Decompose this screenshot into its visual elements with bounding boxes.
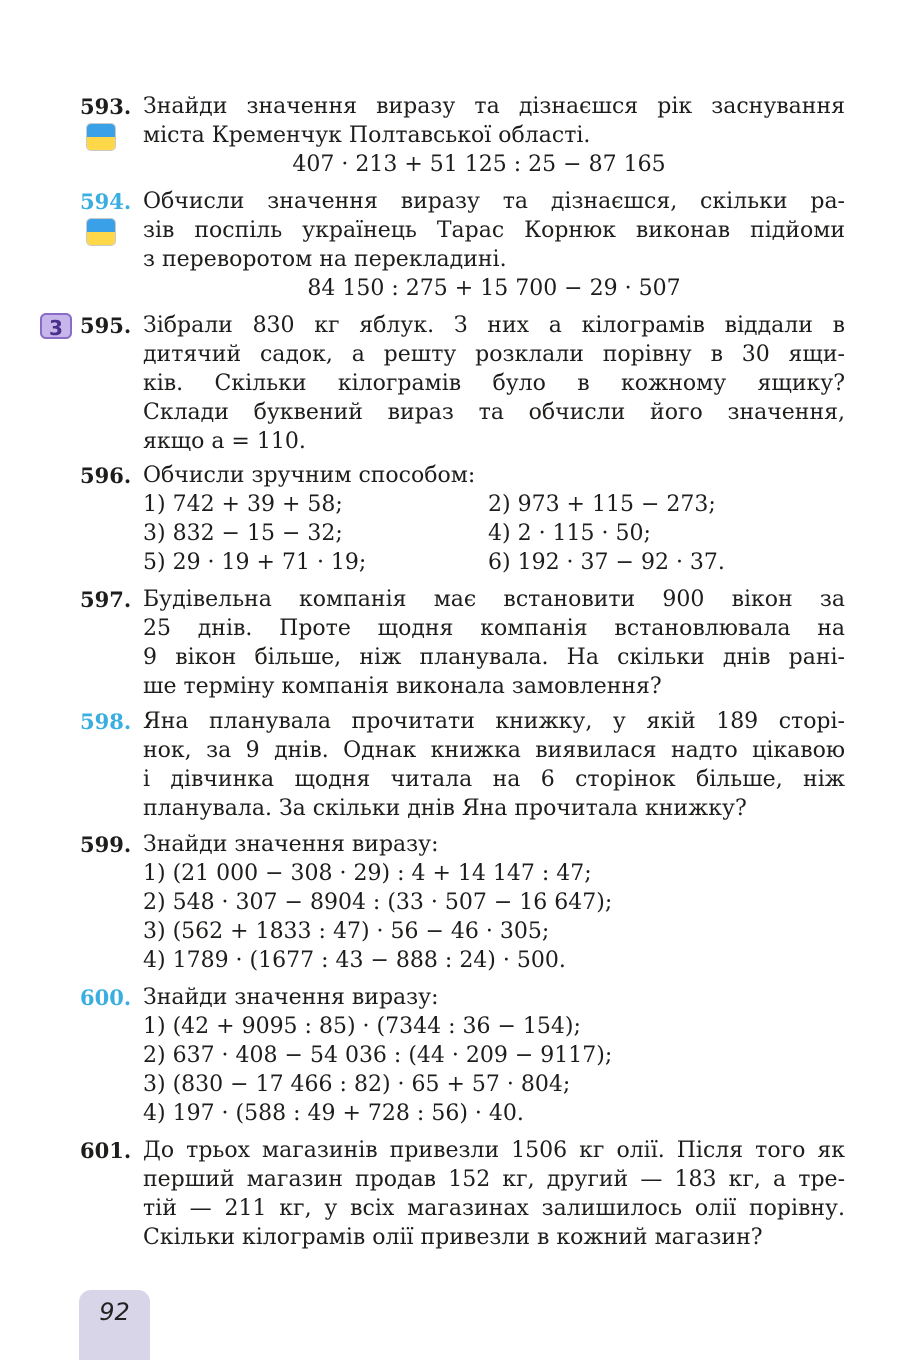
problem-text-line: ше терміну компанія виконала замовлення? [143, 674, 662, 699]
page-number-tab [79, 1290, 150, 1360]
problem-intro: Обчисли зручним способом: [143, 463, 476, 488]
exercise-item: 4) 1789 · (1677 : 43 − 888 : 24) · 500. [143, 948, 566, 973]
expression: 407 · 213 + 51 125 : 25 − 87 165 [292, 152, 666, 177]
problem-600 [80, 983, 845, 1128]
problem-number: 599. [80, 832, 132, 857]
problem-intro: Знайди значення виразу: [143, 985, 439, 1010]
problem-text-line: ків. Скільки кілограмів було в кожному ящику? [143, 371, 845, 396]
problem-text-line: дитячий садок, а решту розклали порівну в 30 ящи- [143, 342, 845, 367]
exercise-item: 3) (830 − 17 466 : 82) · 65 + 57 · 804; [143, 1072, 571, 1097]
problem-598 [80, 707, 845, 823]
expression: 84 150 : 275 + 15 700 − 29 · 507 [307, 276, 681, 301]
problem-number: 594. [80, 189, 132, 214]
problem-601 [80, 1136, 845, 1252]
problem-596 [80, 461, 845, 577]
problem-text-line: з переворотом на перекладині. [143, 247, 507, 272]
exercise-item: 3) (562 + 1833 : 47) · 56 − 46 · 305; [143, 919, 550, 944]
problem-595 [80, 311, 845, 456]
problem-intro: Знайди значення виразу: [143, 832, 439, 857]
exercise-item: 2) 973 + 115 − 273; [488, 492, 716, 517]
ukraine-flag-icon [86, 218, 116, 246]
problem-number: 597. [80, 587, 132, 612]
exercise-list [143, 490, 845, 577]
exercise-item: 6) 192 · 37 − 92 · 37. [488, 550, 725, 575]
exercise-item: 4) 2 · 115 · 50; [488, 521, 651, 546]
problem-text-line: планувала. За скільки днів Яна прочитала книжку? [143, 796, 747, 821]
level-3-icon: 3 [40, 313, 72, 339]
problem-number: 601. [80, 1138, 132, 1163]
exercise-list [143, 859, 845, 975]
problem-text-line: Обчисли значення виразу та дізнаєшся, скільки ра- [143, 189, 845, 214]
exercise-item: 2) 548 · 307 − 8904 : (33 · 507 − 16 647); [143, 890, 613, 915]
ukraine-flag-icon [86, 123, 116, 151]
problem-text-line: перший магазин продав 152 кг, другий — 183 кг, а тре- [143, 1167, 845, 1192]
exercise-item: 1) 742 + 39 + 58; [143, 492, 343, 517]
problem-text-line: Зібрали 830 кг яблук. З них a кілограмів віддали в [143, 313, 845, 338]
problem-text-line: 9 вікон більше, ніж планувала. На скільки днів рані- [143, 645, 845, 670]
problem-text-line: якщо a = 110. [143, 429, 306, 454]
problem-number: 600. [80, 985, 132, 1010]
problem-text-line: тій — 211 кг, у всіх магазинах залишилось олії порівну. [143, 1196, 845, 1221]
problem-text-line: і дівчинка щодня читала на 6 сторінок більше, ніж [143, 767, 845, 792]
problem-number: 593. [80, 94, 132, 119]
problem-number: 598. [80, 709, 132, 734]
problem-599 [80, 830, 845, 975]
problem-597 [80, 585, 845, 701]
exercise-item: 5) 29 · 19 + 71 · 19; [143, 550, 367, 575]
problem-594 [80, 187, 845, 303]
problem-number: 596. [80, 463, 132, 488]
problem-text-line: Будівельна компанія має встановити 900 вікон за [143, 587, 845, 612]
problem-text-line: Склади буквений вираз та обчисли його значення, [143, 400, 845, 425]
exercise-list [143, 1012, 845, 1128]
page-number: 92 [99, 1298, 130, 1326]
problem-text-line: нок, за 9 днів. Однак книжка виявилася надто цікавою [143, 738, 845, 763]
exercise-item: 4) 197 · (588 : 49 + 728 : 56) · 40. [143, 1101, 524, 1126]
problem-text-line: міста Кременчук Полтавської області. [143, 123, 591, 148]
problem-593 [80, 92, 845, 179]
problem-text-line: Скільки кілограмів олії привезли в кожний магазин? [143, 1225, 763, 1250]
problem-text-line: 25 днів. Проте щодня компанія встановлювала на [143, 616, 845, 641]
problem-text-line: Яна планувала прочитати книжку, у якій 189 сторі- [143, 709, 845, 734]
problem-text-line: Знайди значення виразу та дізнаєшся рік заснування [143, 94, 845, 119]
problem-text-line: До трьох магазинів привезли 1506 кг олії. Після того як [143, 1138, 845, 1163]
problem-number: 595. [80, 313, 132, 338]
exercise-item: 3) 832 − 15 − 32; [143, 521, 343, 546]
exercise-item: 2) 637 · 408 − 54 036 : (44 · 209 − 9117); [143, 1043, 613, 1068]
exercise-item: 1) (42 + 9095 : 85) · (7344 : 36 − 154); [143, 1014, 581, 1039]
exercise-item: 1) (21 000 − 308 · 29) : 4 + 14 147 : 47; [143, 861, 592, 886]
problem-text-line: зів поспіль українець Тарас Корнюк виконав підйоми [143, 218, 845, 243]
